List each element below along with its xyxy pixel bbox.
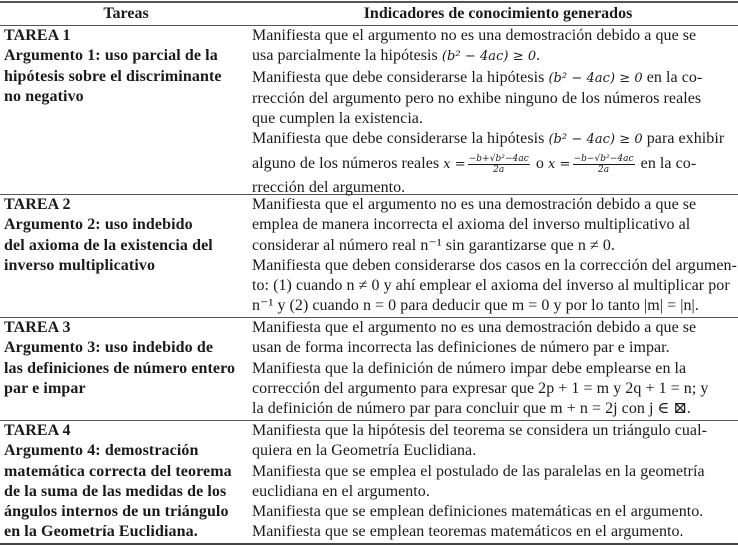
indicators-cell	[248, 318, 738, 420]
quadratic-root-plus-fraction	[468, 154, 530, 175]
indicator-line: rrección del argumento pero no exhibe ninguno de los números reales	[252, 89, 702, 107]
indicators-cell	[248, 26, 738, 194]
quadratic-root-minus-fraction	[573, 154, 635, 175]
math-expression: (b² − 4ac) ≥ 0	[548, 132, 643, 148]
indicators-cell	[248, 195, 738, 317]
indicator-line: Manifiesta que se emplean definiciones matemáticas en el argumento.	[252, 503, 704, 521]
header-indicators: Indicadores de conocimiento generados	[363, 5, 633, 22]
indicator-line: quiera en la Geometría Euclidiana.	[252, 442, 477, 460]
math-expression: x =	[443, 156, 466, 172]
text-span: .	[536, 47, 541, 65]
task-argument-line: las definiciones de número entero	[4, 359, 236, 377]
text-span: Manifiesta que debe considerarse la hipótesis	[252, 130, 549, 148]
indicator-line: euclidiana en el argumento.	[252, 482, 430, 500]
task-cell	[0, 318, 248, 420]
indicators-cell	[248, 421, 738, 543]
math-expression: x =	[547, 156, 571, 172]
header-tasks: Tareas	[103, 5, 149, 22]
indicator-line: Manifiesta que la definición de número impar debe emplearse en la	[252, 359, 687, 377]
task-argument-line: inverso multiplicativo	[4, 256, 156, 274]
text-span: usa parcialmente la hipótesis	[252, 47, 442, 65]
indicator-line: Manifiesta que el argumento no es una demostración debido a que se	[252, 27, 697, 44]
indicator-line: usan de forma incorrecta las definiciones de número par e impar.	[252, 339, 670, 357]
text-span: en la co-	[642, 68, 703, 86]
task-argument-line: en la Geometría Euclidiana.	[4, 523, 198, 541]
table-row-task-3	[0, 318, 738, 421]
indicator-line: que cumplen la existencia.	[252, 110, 424, 128]
indicator-line: corrección del argumento para expresar que 2p + 1 = m y 2q + 1 = n; y	[252, 379, 709, 397]
fraction-numerator: −b+√b²−4ac	[468, 153, 529, 164]
math-expression: (b² − 4ac) ≥ 0	[548, 70, 643, 86]
indicator-line: emplea de manera incorrecta el axioma del inverso multiplicativo al	[252, 216, 691, 234]
fraction-denominator: 2a	[597, 164, 610, 175]
indicator-line: Manifiesta que la hipótesis del teorema se considera un triángulo cual-	[252, 422, 707, 439]
fraction-denominator: 2a	[493, 164, 505, 175]
indicator-line: Manifiesta que se emplea el postulado de las paralelas en la geometría	[252, 462, 705, 480]
task-argument-line: Argumento 1: uso parcial de la	[4, 47, 218, 65]
task-title: TAREA 1	[4, 27, 71, 44]
indicator-line: Manifiesta que se emplean teoremas matemáticos en el argumento.	[252, 523, 684, 541]
math-expression: (b² − 4ac) ≥ 0	[441, 49, 537, 65]
text-span: o	[531, 154, 548, 172]
task-title: TAREA 3	[4, 319, 71, 336]
indicator-line: considerar al número real n⁻¹ sin garantizarse que n ≠ 0.	[252, 236, 615, 254]
task-argument-line: Argumento 4: demostración	[4, 442, 199, 460]
table-row-task-1	[0, 26, 738, 195]
indicator-line: Manifiesta que el argumento no es una demostración debido a que se	[252, 196, 697, 213]
task-argument-line: Argumento 3: uso indebido de	[4, 339, 214, 357]
task-title: TAREA 2	[4, 196, 71, 213]
task-argument-line: par e impar	[4, 379, 86, 397]
indicator-line: n⁻¹ y (2) cuando n = 0 para deducir que m = 0 y por lo tanto |m| = |n|.	[252, 297, 699, 315]
indicator-line	[252, 68, 738, 89]
fraction-numerator: −b−√b²−4ac	[573, 153, 634, 164]
indicator-line: la definición de número par para concluir que m + n = 2j con j ∈ ⊠.	[252, 400, 691, 418]
text-span: Manifiesta que debe considerarse la hipótesis	[252, 68, 549, 86]
text-span: para exhibir	[642, 130, 725, 148]
table-header-row	[0, 3, 738, 26]
task-argument-line: de la suma de las medidas de los	[4, 482, 227, 500]
indicator-line: rrección del argumento.	[252, 178, 406, 196]
indicator-line	[252, 129, 738, 150]
task-title: TAREA 4	[4, 422, 71, 439]
task-argument-line: Argumento 2: uso indebido	[4, 216, 193, 234]
indicator-line: to: (1) cuando n ≠ 0 y ahí emplear el axioma del inverso al multiplicar por	[252, 277, 730, 295]
task-argument-line: hipótesis sobre el discriminante	[4, 67, 222, 85]
task-cell	[0, 26, 248, 194]
task-argument-line: del axioma de la existencia del	[4, 236, 213, 254]
task-cell	[0, 421, 248, 543]
indicator-line	[252, 46, 738, 67]
task-argument-line: ángulos internos de un triángulo	[4, 503, 229, 521]
indicator-line: Manifiesta que deben considerarse dos casos en la corrección del argumen-	[252, 256, 737, 274]
indicator-line	[252, 151, 738, 178]
task-argument-line: matemática correcta del teorema	[4, 462, 232, 480]
task-cell	[0, 195, 248, 317]
indicator-line: Manifiesta que el argumento no es una demostración debido a que se	[252, 319, 697, 336]
text-span: en la co-	[636, 154, 697, 172]
text-span: alguno de los números reales	[252, 154, 444, 172]
indicators-table	[0, 1, 738, 545]
table-row-task-4	[0, 421, 738, 545]
table-row-task-2	[0, 195, 738, 318]
task-argument-line: no negativo	[4, 87, 84, 105]
